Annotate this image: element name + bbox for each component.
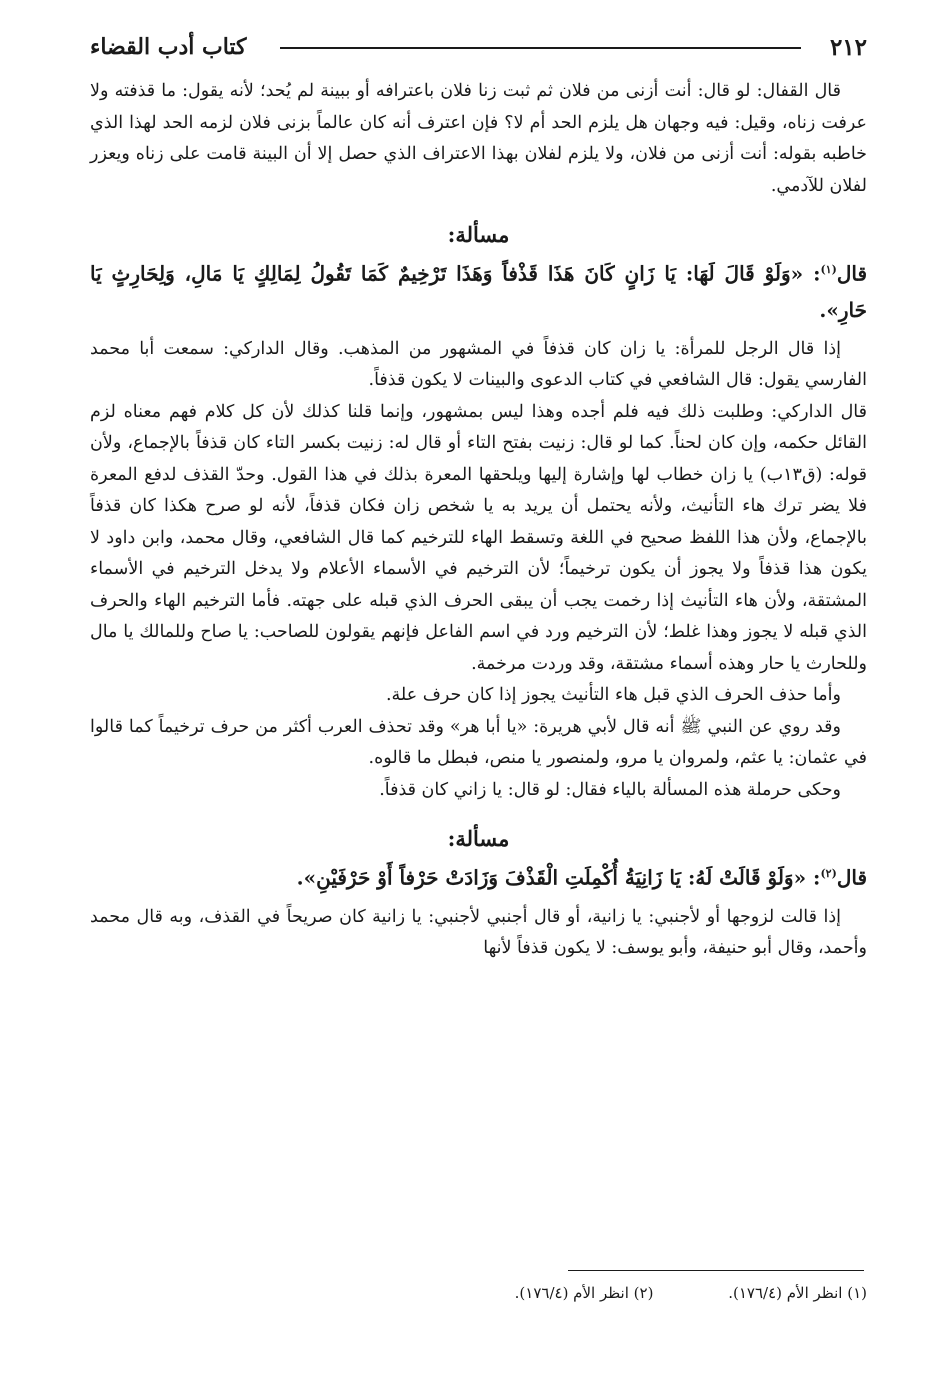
footnote-ref-1: (١)	[820, 263, 837, 276]
book-title: كتاب أدب القضاء	[90, 34, 247, 60]
rule-text-1	[90, 252, 867, 328]
paragraph-3: قال الداركي: وطلبت ذلك فيه فلم أجده وهذا ليس بمشهور، وإنما قلنا كذلك لأن كل كلام فهم معناه لزم القائل حكمه، وإن كان لحناً. كما لو قال: زنيت بفتح التاء أو قال له: زنيت بكسر التاء كان قذفاً بالإجماع، ولأن قوله: (ق١٣ب) يا زان خطاب لها وإشارة إليها ويلحقها المعرة بذلك في هذا القول. وحدّ القذف لدفع المعرة فلا يضر ترك هاء التأنيث، ولأنه يحتمل أن يريد به يا شخص زان فكان قذفاً، لأنه لو صرح هكذا كان قذفاً بالإجماع، ولأن هذا اللفظ صحيح في اللغة وتسقط الهاء للترخيم كما قال الشافعي، وقال محمد، وابن داود لا يكون هذا قذفاً ولا يجوز أن يكون ترخيماً؛ لأن الترخيم في الأسماء الأعلام ولا يدخل الترخيم في الأسماء المشتقة، ولأن هاء التأنيث إذا رخمت يجب أن يبقى الحرف الذي قبله على جهته. فأما الترخيم الهاء والحرف الذي قبله لا يجوز وهذا غلط؛ لأن الترخيم ورد في اسم الفاعل فإنهم يقولون للصاحب: يا صاح وللمالك يا مال وللحارث يا حار وهذه أسماء مشتقة، وقد وردت مرخمة.	[90, 401, 868, 674]
footnotes	[90, 1280, 867, 1306]
paragraph-2: إذا قال الرجل للمرأة: يا زان كان قذفاً في المشهور من المذهب. وقال الداركي: سمعت أبا محمد الفارسي يقول: قال الشافعي في كتاب الدعوى والبينات لا يكون قذفاً.	[90, 338, 867, 391]
rule-text-2	[90, 856, 867, 896]
page-number: ٢١٢	[829, 34, 867, 61]
rule-2-quote: : «وَلَوْ قَالَتْ لَهُ: يَا زَانِيَةُ أُكْمِلَتِ الْقَذْفَ وَزَادَتْ حَرْفاً أَوْ حَرْفَيْنِ».	[296, 865, 821, 890]
rule-1-quote: : «وَلَوْ قَالَ لَهَا: يَا زَانٍ كَانَ هَذَا قَذْفاً وَهَذَا تَرْخِيمٌ كَمَا تَقُولُ لِمَالِكٍ يَا مَالِ، وَلِحَارِثٍ يَا حَارِ».	[90, 261, 867, 322]
footnote-rule	[568, 1270, 864, 1271]
paragraph-1: قال القفال: لو قال: أنت أزنى من فلان ثم ثبت زنا فلان باعترافه أو ببينة لم يُحد؛ لأنه يقول: ما قذفته ولا عرفت زناه، وقيل: فيه وجهان هل يلزم الحد أم لا؟ فإن اعترف أنه كان عالماً بزنى فلان لزمه الحد لهذا الذي خاطبه بقوله: أنت أزنى من فلان، ولا يلزم لفلان بهذا الاعتراف الذي حصل إلا أن البينة قامت على زناه ويعزر لفلان للآدمي.	[90, 81, 867, 196]
page-body	[90, 76, 867, 965]
paragraph-4: وأما حذف الحرف الذي قبل هاء التأنيث يجوز إذا كان حرف علة.	[385, 685, 841, 706]
page-header	[90, 30, 867, 64]
rule-1-lead: قال	[836, 261, 867, 286]
paragraph-7: إذا قالت لزوجها أو لأجنبي: يا زانية، أو قال أجنبي لأجنبي: يا زانية كان صريحاً في القذف، وبه قال محمد وأحمد، وقال أبو حنيفة، وأبو يوسف: لا يكون قذفاً لأنها	[90, 906, 867, 959]
paragraph-5: وقد روي عن النبي ﷺ أنه قال لأبي هريرة: «يا أبا هر» وقد تحذف العرب أكثر من حرف ترخيماً كما قالوا في عثمان: يا عثم، ولمروان يا مرو، ولمنصور يا منص، فبطل ما قالوه.	[90, 716, 867, 769]
section-heading-1: مسألة:	[447, 222, 510, 247]
header-rule	[280, 47, 801, 49]
footnote-2: (٢) انظر الأم (١٧٦/٤).	[514, 1284, 654, 1302]
paragraph-6: وحكى حرملة هذه المسألة بالياء فقال: لو قال: يا زاني كان قذفاً.	[379, 779, 841, 800]
rule-2-lead: قال	[836, 865, 867, 890]
footnote-ref-2: (٢)	[820, 867, 837, 881]
footnote-1: (١) انظر الأم (١٧٦/٤).	[728, 1284, 867, 1302]
section-heading-2: مسألة:	[447, 826, 510, 852]
